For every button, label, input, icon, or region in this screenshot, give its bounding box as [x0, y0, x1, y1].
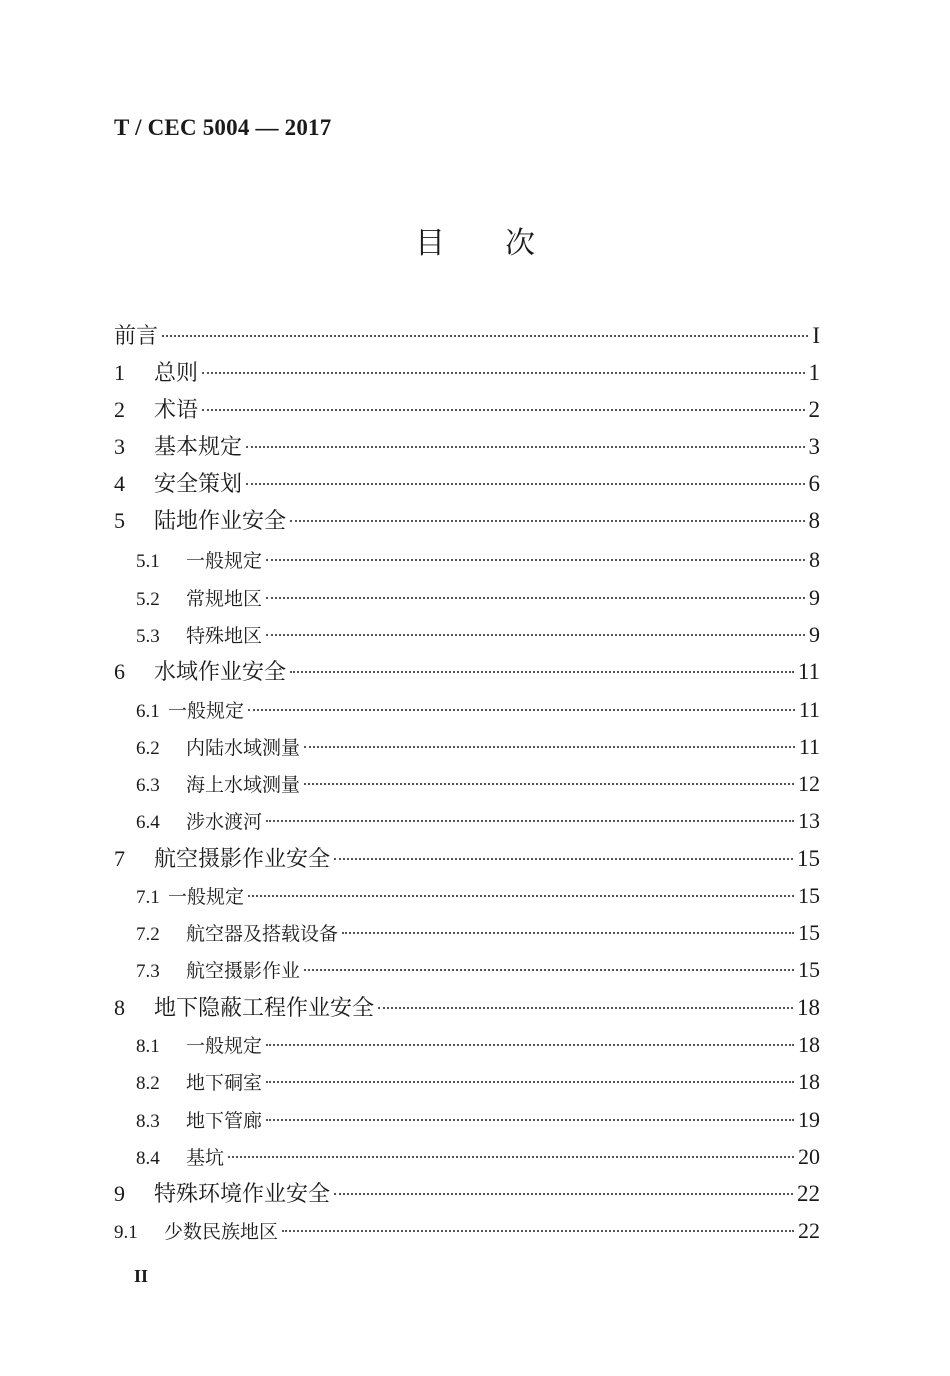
- toc-entry-number: 9: [114, 1181, 125, 1206]
- dot-leader: [290, 520, 804, 522]
- toc-entry-label: 水域作业安全: [154, 660, 287, 685]
- toc-title: [0, 222, 950, 266]
- toc-entry-label: 一般规定: [168, 700, 245, 722]
- toc-entry-label: 涉水渡河: [186, 811, 263, 833]
- toc-entry-page: 15: [797, 846, 820, 871]
- toc-entry-page: 1: [808, 360, 820, 385]
- toc-entry-number: 5.3: [136, 626, 160, 647]
- toc-entry-label: 航空摄影作业: [186, 960, 301, 982]
- toc-entry-label: 地下管廊: [186, 1110, 263, 1132]
- toc-entry-8-4[interactable]: [136, 1139, 820, 1175]
- toc-entry-label: 内陆水域测量: [186, 737, 301, 759]
- toc-entry-7-3[interactable]: [136, 952, 820, 988]
- toc-title-char-2: 次: [505, 226, 535, 261]
- toc-entry-page: 15: [798, 957, 820, 982]
- toc-entry-number: 8.4: [136, 1148, 160, 1169]
- toc-entry-page: 22: [798, 1218, 820, 1243]
- toc-entry-9-1[interactable]: [114, 1213, 820, 1249]
- dot-leader: [246, 446, 804, 448]
- toc-entry-page: 15: [798, 920, 820, 945]
- toc-entry-8-1[interactable]: [136, 1027, 820, 1063]
- dot-leader: [378, 1007, 793, 1009]
- toc-entry-page: 12: [798, 771, 820, 796]
- toc-entry-label: 安全策划: [154, 472, 243, 497]
- toc-entry-page: 19: [798, 1107, 820, 1132]
- toc-entry-number: 5: [114, 508, 125, 533]
- toc-entry-label: 前言: [114, 324, 159, 349]
- toc-entry-preface[interactable]: [114, 318, 820, 354]
- dot-leader: [266, 559, 805, 561]
- toc-entry-page: 18: [798, 1069, 820, 1094]
- toc-entry-6-2[interactable]: [136, 729, 820, 765]
- dot-leader: [266, 820, 794, 822]
- dot-leader: [248, 895, 794, 897]
- toc-entry-number: 9.1: [114, 1222, 138, 1243]
- toc-entry-number: 7.2: [136, 924, 160, 945]
- dot-leader: [304, 969, 794, 971]
- toc-entry-label: 陆地作业安全: [154, 509, 287, 534]
- page-number: II: [134, 1266, 149, 1286]
- toc-entry-5-1[interactable]: [136, 542, 820, 578]
- toc-entry-7-2[interactable]: [136, 915, 820, 951]
- toc-entry-6[interactable]: [114, 654, 820, 690]
- toc-entry-8-2[interactable]: [136, 1064, 820, 1100]
- toc-title-char-1: 目: [415, 226, 445, 261]
- dot-leader: [266, 634, 805, 636]
- toc-entry-7-1[interactable]: [136, 878, 820, 914]
- dot-leader: [290, 671, 794, 673]
- standard-code: T / CEC 5004 — 2017: [114, 115, 332, 140]
- toc-entry-8-3[interactable]: [136, 1102, 820, 1138]
- dot-leader: [246, 483, 804, 485]
- dot-leader: [334, 1193, 793, 1195]
- toc-entry-number: 8.3: [136, 1111, 160, 1132]
- toc-entry-label: 总则: [154, 361, 199, 386]
- toc-entry-page: 8: [808, 508, 820, 533]
- toc-entry-6-1[interactable]: [136, 692, 820, 728]
- toc-entry-number: 6.2: [136, 738, 160, 759]
- toc-entry-label: 地下隐蔽工程作业安全: [154, 996, 375, 1021]
- toc-entry-page: 11: [797, 659, 820, 684]
- toc-entry-7[interactable]: [114, 841, 820, 877]
- toc-entry-number: 7.3: [136, 961, 160, 982]
- toc-entry-page: 11: [798, 697, 820, 722]
- toc-entry-page: 22: [797, 1181, 820, 1206]
- toc-entry-page: 9: [809, 585, 820, 610]
- toc-entry-4[interactable]: [114, 466, 820, 502]
- toc-entry-number: 6.1: [136, 701, 160, 722]
- toc-entry-label: 一般规定: [186, 550, 263, 572]
- toc-entry-label: 特殊环境作业安全: [154, 1182, 331, 1207]
- toc-entry-number: 8.2: [136, 1073, 160, 1094]
- toc-entry-page: 6: [808, 471, 820, 496]
- toc-entry-page: 18: [797, 995, 820, 1020]
- dot-leader: [228, 1156, 794, 1158]
- dot-leader: [304, 746, 795, 748]
- toc-entry-page: 18: [798, 1032, 820, 1057]
- dot-leader: [202, 409, 804, 411]
- toc-entry-number: 5.1: [136, 551, 160, 572]
- toc-entry-number: 6.4: [136, 812, 160, 833]
- toc-entry-number: 7.1: [136, 887, 160, 908]
- toc-entry-label: 航空摄影作业安全: [154, 847, 331, 872]
- toc-entry-page: 15: [798, 883, 820, 908]
- toc-entry-label: 一般规定: [186, 1035, 263, 1057]
- toc-entry-number: 3: [114, 434, 125, 459]
- dot-leader: [266, 1119, 794, 1121]
- toc-entry-page: 20: [798, 1144, 820, 1169]
- toc-entry-label: 海上水域测量: [186, 774, 301, 796]
- toc-entry-number: 6.3: [136, 775, 160, 796]
- toc-entry-3[interactable]: [114, 429, 820, 465]
- toc-entry-page: 3: [808, 434, 820, 459]
- toc-entry-page: 9: [809, 622, 820, 647]
- toc-entry-6-3[interactable]: [136, 766, 820, 802]
- toc-entry-1[interactable]: [114, 355, 820, 391]
- dot-leader: [162, 335, 808, 337]
- toc-entry-8[interactable]: [114, 990, 820, 1026]
- toc-entry-number: 8: [114, 995, 125, 1020]
- toc-entry-2[interactable]: [114, 392, 820, 428]
- dot-leader: [266, 1081, 794, 1083]
- dot-leader: [282, 1230, 794, 1232]
- toc-entry-number: 7: [114, 846, 125, 871]
- dot-leader: [342, 932, 794, 934]
- toc-entry-number: 6: [114, 659, 125, 684]
- dot-leader: [334, 858, 793, 860]
- dot-leader: [266, 597, 805, 599]
- toc-entry-label: 常规地区: [186, 588, 263, 610]
- toc-entry-page: 2: [808, 397, 820, 422]
- toc-entry-5-3[interactable]: [136, 617, 820, 653]
- toc-entry-label: 少数民族地区: [164, 1221, 279, 1243]
- toc-entry-6-4[interactable]: [136, 803, 820, 839]
- toc-entry-label: 航空器及搭载设备: [186, 923, 339, 945]
- toc-entry-page: 8: [809, 547, 820, 572]
- toc-entry-number: 8.1: [136, 1036, 160, 1057]
- toc-entry-label: 地下硐室: [186, 1072, 263, 1094]
- dot-leader: [304, 783, 794, 785]
- toc-entry-number: 5.2: [136, 589, 160, 610]
- toc-entry-number: 4: [114, 471, 125, 496]
- toc-entry-9[interactable]: [114, 1176, 820, 1212]
- toc-entry-label: 一般规定: [168, 886, 245, 908]
- toc-entry-5-2[interactable]: [136, 580, 820, 616]
- toc-entry-page: 13: [798, 808, 820, 833]
- toc-entry-number: 1: [114, 360, 125, 385]
- toc-entry-label: 基坑: [186, 1147, 225, 1169]
- dot-leader: [202, 372, 804, 374]
- toc-entry-label: 基本规定: [154, 435, 243, 460]
- dot-leader: [248, 709, 795, 711]
- toc-entry-label: 术语: [154, 398, 199, 423]
- toc-entry-label: 特殊地区: [186, 625, 263, 647]
- dot-leader: [266, 1044, 794, 1046]
- toc-entry-page: 11: [798, 734, 820, 759]
- toc-entry-5[interactable]: [114, 503, 820, 539]
- toc-entry-page: I: [812, 323, 820, 348]
- toc-entry-number: 2: [114, 397, 125, 422]
